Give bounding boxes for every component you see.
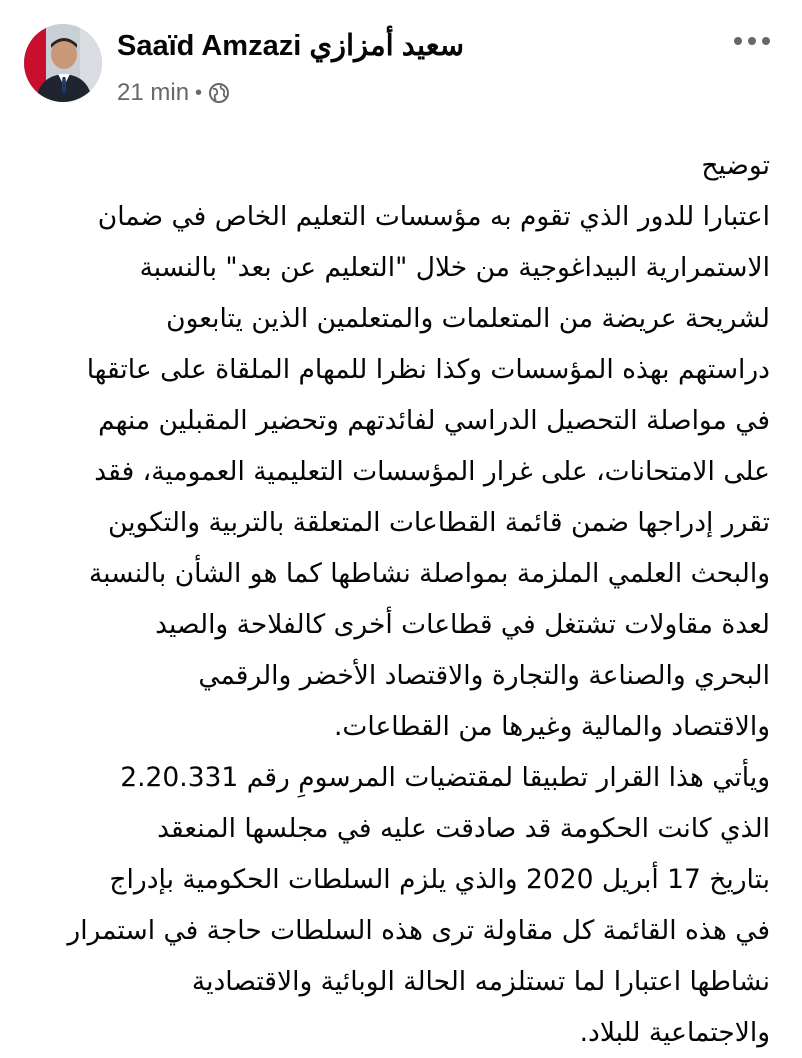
- post-text-line: والاجتماعية للبلاد.: [579, 1017, 770, 1048]
- more-options-icon: [732, 36, 772, 46]
- post-text-line: تقرر إدراجها ضمن قائمة القطاعات المتعلقة بالتربية والتكوين: [107, 507, 770, 538]
- post-meta: [117, 78, 230, 108]
- post-text-line: لعدة مقاولات تشتغل في قطاعات أخرى كالفلاحة والصيد: [155, 609, 770, 640]
- meta-separator: •: [195, 81, 203, 104]
- post-text-line: اعتبارا للدور الذي تقوم به مؤسسات التعليم الخاص في ضمان: [97, 201, 770, 232]
- post-text-line: والبحث العلمي الملزمة بمواصلة نشاطها كما هو الشأن بالنسبة: [88, 558, 770, 589]
- author-name[interactable]: Saaïd Amzazi سعيد أمزازي: [117, 30, 464, 62]
- post-text-line: في مواصلة التحصيل الدراسي لفائدتهم وتحضير المقبلين منهم: [98, 405, 770, 436]
- post-text-line: دراستهم بهذه المؤسسات وكذا نظرا للمهام الملقاة على عاتقها: [86, 354, 770, 385]
- post-text-line: توضيح: [701, 150, 770, 181]
- author-avatar[interactable]: [24, 24, 102, 102]
- avatar-portrait: [24, 24, 102, 102]
- post-text: [40, 140, 770, 1058]
- post-text-line: على الامتحانات، على غرار المؤسسات التعليمية العمومية، فقد: [94, 456, 770, 487]
- post-text-line: نشاطها اعتبارا لما تستلزمه الحالة الوبائية والاقتصادية: [191, 966, 770, 997]
- post-text-line: ويأتي هذا القرار تطبيقا لمقتضيات المرسومِ رقم 2.20.331: [120, 762, 770, 793]
- post-text-line: الاستمرارية البيداغوجية من خلال "التعليم عن بعد" بالنسبة: [139, 252, 770, 283]
- post-text-line: لشريحة عريضة من المتعلمات والمتعلمين الذين يتابعون: [166, 303, 770, 334]
- post-text-line: بتاريخ 17 أبريل 2020 والذي يلزم السلطات الحكومية بإدراج: [109, 864, 770, 895]
- post-text-line: والاقتصاد والمالية وغيرها من القطاعات.: [334, 711, 770, 742]
- post-text-line: الذي كانت الحكومة قد صادقت عليه في مجلسها المنعقد: [157, 813, 770, 844]
- more-options-button[interactable]: [726, 24, 778, 58]
- post-text-line: في هذه القائمة كل مقاولة ترى هذه السلطات حاجة في استمرار: [67, 915, 770, 946]
- post-text-line: البحري والصناعة والتجارة والاقتصاد الأخضر والرقمي: [198, 660, 770, 691]
- globe-icon[interactable]: [208, 82, 230, 104]
- post-timestamp[interactable]: 21 min: [117, 79, 190, 106]
